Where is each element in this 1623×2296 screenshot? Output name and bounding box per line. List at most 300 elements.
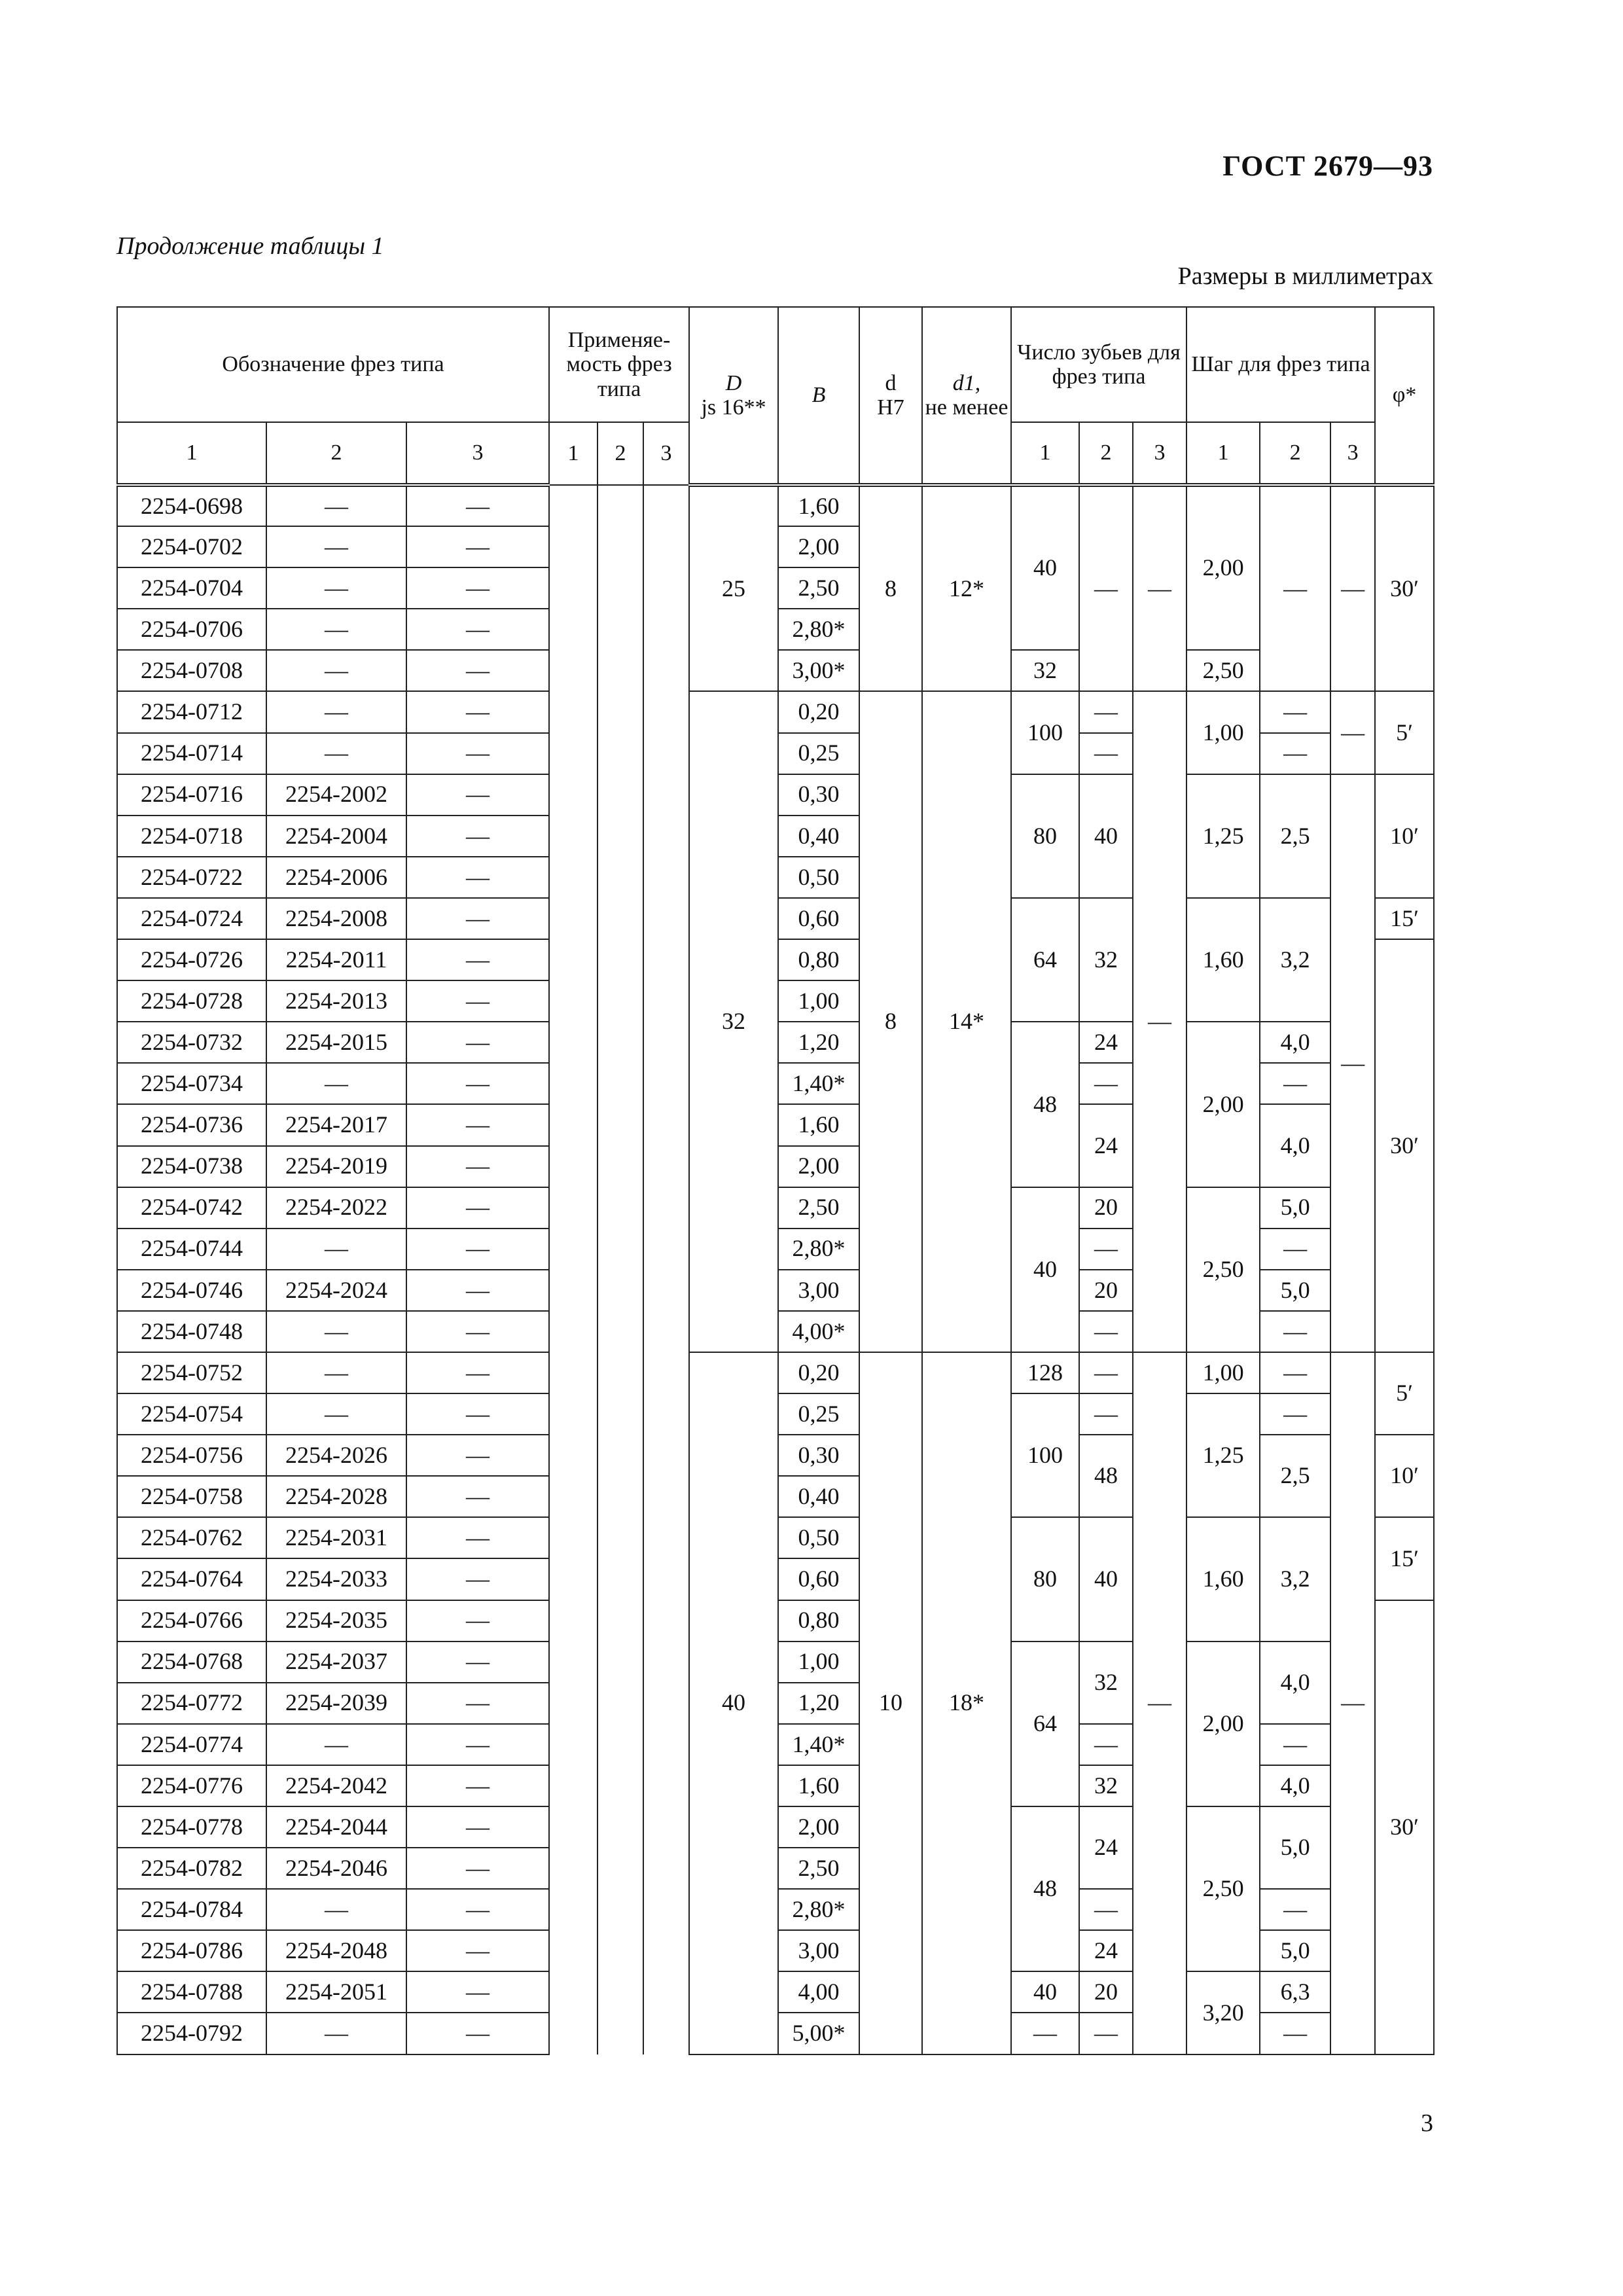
app-cell [549, 1104, 597, 1145]
designation-type-1: 2254-0708 [117, 650, 266, 691]
pitch-3-value: — [1330, 774, 1375, 1352]
app-cell [643, 1558, 689, 1600]
app-cell [597, 1600, 643, 1641]
B-value: 0,30 [778, 1435, 859, 1476]
B-value: 0,80 [778, 1600, 859, 1641]
app-cell [549, 567, 597, 609]
designation-type-1: 2254-0762 [117, 1517, 266, 1558]
app-cell [549, 1270, 597, 1311]
app-cell [643, 1393, 689, 1435]
B-value: 0,25 [778, 1393, 859, 1435]
designation-type-1: 2254-0752 [117, 1352, 266, 1393]
app-cell [643, 1517, 689, 1558]
B-value: 1,60 [778, 1765, 859, 1806]
app-cell [643, 1352, 689, 1393]
header-d [859, 307, 922, 485]
designation-type-1: 2254-0776 [117, 1765, 266, 1806]
designation-type-1: 2254-0758 [117, 1476, 266, 1517]
app-cell [549, 1600, 597, 1641]
header-pitch: Шаг для фрез типа [1186, 307, 1375, 422]
table-continuation-caption: Продолжение таблицы 1 [116, 232, 384, 260]
B-value: 0,80 [778, 939, 859, 980]
designation-type-3: — [406, 1393, 549, 1435]
teeth-1-value: 48 [1011, 1806, 1079, 1971]
teeth-3-value: — [1133, 691, 1186, 1352]
app-cell [549, 485, 597, 526]
d1-value: 14* [922, 691, 1011, 1352]
pitch-2-value: 2,5 [1260, 1435, 1330, 1517]
phi-value: 15′ [1375, 898, 1434, 939]
app-cell [597, 1270, 643, 1311]
designation-type-3: — [406, 609, 549, 650]
app-cell [549, 2013, 597, 2054]
pitch-2-value: — [1260, 1352, 1330, 1393]
designation-type-2: 2254-2028 [266, 1476, 406, 1517]
app-cell [549, 774, 597, 816]
teeth-2-value: — [1079, 1311, 1133, 1352]
app-cell [643, 1806, 689, 1848]
designation-type-1: 2254-0782 [117, 1848, 266, 1889]
table-body [117, 485, 1434, 2054]
B-value: 0,40 [778, 816, 859, 857]
app-cell [597, 1104, 643, 1145]
designation-type-3: — [406, 1600, 549, 1641]
app-cell [549, 691, 597, 732]
designation-type-2: 2254-2004 [266, 816, 406, 857]
pitch-1-value: 2,00 [1186, 485, 1260, 650]
teeth-2-value: — [1079, 691, 1133, 732]
designation-type-1: 2254-0748 [117, 1311, 266, 1352]
teeth-1-value: — [1011, 2013, 1079, 2054]
designation-type-2: — [266, 1311, 406, 1352]
B-value: 2,50 [778, 1187, 859, 1229]
app-cell [597, 1641, 643, 1683]
designation-type-3: — [406, 1270, 549, 1311]
designation-type-3: — [406, 1683, 549, 1724]
app-cell [597, 2013, 643, 2054]
B-value: 2,50 [778, 1848, 859, 1889]
app-cell [549, 1765, 597, 1806]
pitch-2-value: — [1260, 691, 1330, 732]
designation-type-3: — [406, 1558, 549, 1600]
teeth-2-value: — [1079, 2013, 1133, 2054]
pitch-2-value: 3,2 [1260, 898, 1330, 1022]
header-d-symbol: d [885, 370, 897, 395]
designation-type-1: 2254-0778 [117, 1806, 266, 1848]
designation-type-2: 2254-2002 [266, 774, 406, 816]
header-applicability: Применяе-мость фрез типа [549, 307, 689, 422]
app-cell [597, 980, 643, 1022]
pitch-2-value: 5,0 [1260, 1270, 1330, 1311]
B-value: 4,00* [778, 1311, 859, 1352]
D-value: 25 [689, 485, 778, 691]
pitch-2-value: 3,2 [1260, 1517, 1330, 1641]
designation-type-1: 2254-0724 [117, 898, 266, 939]
designation-type-2: — [266, 733, 406, 774]
app-cell [643, 1270, 689, 1311]
designation-type-1: 2254-0714 [117, 733, 266, 774]
pitch-2-value: — [1260, 485, 1330, 691]
designation-type-1: 2254-0716 [117, 774, 266, 816]
teeth-3-value: — [1133, 1352, 1186, 2054]
pitch-2-value: 5,0 [1260, 1187, 1330, 1229]
app-cell [597, 1517, 643, 1558]
designation-type-1: 2254-0774 [117, 1724, 266, 1765]
designation-type-3: — [406, 2013, 549, 2054]
B-value: 1,60 [778, 1104, 859, 1145]
designation-type-3: — [406, 774, 549, 816]
app-cell [643, 1683, 689, 1724]
designation-type-3: — [406, 939, 549, 980]
designation-type-1: 2254-0764 [117, 1558, 266, 1600]
header-type-3: 3 [406, 422, 549, 485]
app-cell [643, 650, 689, 691]
designation-type-1: 2254-0698 [117, 485, 266, 526]
header-B: B [778, 307, 859, 485]
pitch-2-value: 4,0 [1260, 1641, 1330, 1724]
designation-type-1: 2254-0702 [117, 526, 266, 567]
D-value: 40 [689, 1352, 778, 2054]
designation-type-1: 2254-0706 [117, 609, 266, 650]
header-type-1: 1 [117, 422, 266, 485]
app-cell [643, 733, 689, 774]
pitch-1-value: 1,00 [1186, 1352, 1260, 1393]
teeth-1-value: 64 [1011, 1641, 1079, 1806]
designation-type-2: — [266, 1724, 406, 1765]
teeth-1-value: 100 [1011, 691, 1079, 774]
phi-value: 5′ [1375, 1352, 1434, 1435]
designation-type-1: 2254-0784 [117, 1889, 266, 1930]
designation-type-1: 2254-0788 [117, 1971, 266, 2013]
app-cell [549, 609, 597, 650]
app-cell [549, 1393, 597, 1435]
B-value: 3,00* [778, 650, 859, 691]
app-cell [643, 1930, 689, 1971]
teeth-1-value: 80 [1011, 1517, 1079, 1641]
teeth-2-value: — [1079, 1393, 1133, 1435]
header-teeth-1: 1 [1011, 422, 1079, 485]
d-value: 8 [859, 485, 922, 691]
app-cell [643, 816, 689, 857]
teeth-2-value: 40 [1079, 1517, 1133, 1641]
B-value: 1,20 [778, 1022, 859, 1063]
designation-type-3: — [406, 1063, 549, 1104]
designation-type-1: 2254-0704 [117, 567, 266, 609]
B-value: 2,50 [778, 567, 859, 609]
designation-type-2: 2254-2019 [266, 1146, 406, 1187]
app-cell [597, 1848, 643, 1889]
teeth-1-value: 40 [1011, 485, 1079, 650]
designation-type-3: — [406, 567, 549, 609]
pitch-1-value: 2,50 [1186, 650, 1260, 691]
phi-value: 30′ [1375, 939, 1434, 1352]
pitch-2-value: — [1260, 1889, 1330, 1930]
app-cell [549, 650, 597, 691]
app-cell [597, 1022, 643, 1063]
app-cell [643, 1187, 689, 1229]
app-cell [643, 939, 689, 980]
teeth-2-value: — [1079, 733, 1133, 774]
d-value: 10 [859, 1352, 922, 2054]
header-d-tolerance: H7 [877, 395, 904, 420]
designation-type-2: 2254-2035 [266, 1600, 406, 1641]
app-cell [597, 1889, 643, 1930]
designation-type-3: — [406, 1229, 549, 1270]
teeth-1-value: 100 [1011, 1393, 1079, 1517]
designation-type-1: 2254-0746 [117, 1270, 266, 1311]
app-cell [597, 857, 643, 898]
app-cell [549, 733, 597, 774]
designation-type-1: 2254-0742 [117, 1187, 266, 1229]
B-value: 2,80* [778, 1889, 859, 1930]
app-cell [643, 1476, 689, 1517]
B-value: 3,00 [778, 1930, 859, 1971]
teeth-2-value: 24 [1079, 1022, 1133, 1063]
designation-type-2: — [266, 1352, 406, 1393]
standard-number: ГОСТ 2679—93 [1222, 150, 1433, 182]
designation-type-2: 2254-2037 [266, 1641, 406, 1683]
phi-value: 30′ [1375, 1600, 1434, 2054]
teeth-1-value: 32 [1011, 650, 1079, 691]
header-app-1: 1 [549, 422, 597, 485]
designation-type-2: 2254-2022 [266, 1187, 406, 1229]
app-cell [597, 526, 643, 567]
app-cell [549, 1022, 597, 1063]
pitch-3-value: — [1330, 485, 1375, 691]
app-cell [643, 898, 689, 939]
designation-type-2: 2254-2044 [266, 1806, 406, 1848]
app-cell [597, 1187, 643, 1229]
teeth-2-value: — [1079, 1229, 1133, 1270]
app-cell [549, 1146, 597, 1187]
designation-type-1: 2254-0772 [117, 1683, 266, 1724]
designation-type-3: — [406, 650, 549, 691]
designation-type-2: — [266, 1229, 406, 1270]
d-value: 8 [859, 691, 922, 1352]
app-cell [597, 609, 643, 650]
B-value: 0,40 [778, 1476, 859, 1517]
d1-value: 12* [922, 485, 1011, 691]
app-cell [597, 1558, 643, 1600]
designation-type-2: 2254-2011 [266, 939, 406, 980]
pitch-3-value: — [1330, 691, 1375, 774]
app-cell [643, 1435, 689, 1476]
app-cell [549, 1187, 597, 1229]
pitch-2-value: 6,3 [1260, 1971, 1330, 2013]
app-cell [597, 774, 643, 816]
app-cell [597, 1683, 643, 1724]
teeth-2-value: 40 [1079, 774, 1133, 898]
designation-type-3: — [406, 1971, 549, 2013]
designation-type-3: — [406, 1724, 549, 1765]
designation-type-3: — [406, 1806, 549, 1848]
designation-type-1: 2254-0726 [117, 939, 266, 980]
app-cell [643, 691, 689, 732]
app-cell [643, 980, 689, 1022]
app-cell [549, 980, 597, 1022]
designation-type-3: — [406, 1641, 549, 1683]
app-cell [597, 650, 643, 691]
B-value: 0,20 [778, 691, 859, 732]
app-cell [549, 1352, 597, 1393]
teeth-2-value: — [1079, 1063, 1133, 1104]
pitch-1-value: 1,25 [1186, 774, 1260, 898]
designation-type-2: 2254-2031 [266, 1517, 406, 1558]
app-cell [597, 1229, 643, 1270]
designation-type-3: — [406, 1435, 549, 1476]
header-designation: Обозначение фрез типа [117, 307, 549, 422]
designation-type-2: — [266, 567, 406, 609]
header-D-tolerance: js 16** [701, 395, 766, 420]
designation-type-2: 2254-2033 [266, 1558, 406, 1600]
app-cell [549, 1971, 597, 2013]
designation-type-2: — [266, 526, 406, 567]
pitch-1-value: 2,50 [1186, 1187, 1260, 1352]
designation-type-2: 2254-2048 [266, 1930, 406, 1971]
page-number: 3 [1421, 2109, 1433, 2137]
B-value: 0,25 [778, 733, 859, 774]
designation-type-2: 2254-2017 [266, 1104, 406, 1145]
app-cell [549, 1806, 597, 1848]
pitch-2-value: — [1260, 1229, 1330, 1270]
teeth-2-value: 20 [1079, 1270, 1133, 1311]
B-value: 0,30 [778, 774, 859, 816]
designation-type-3: — [406, 1476, 549, 1517]
designation-type-3: — [406, 485, 549, 526]
designation-type-2: — [266, 1063, 406, 1104]
pitch-1-value: 2,00 [1186, 1641, 1260, 1806]
app-cell [643, 1848, 689, 1889]
designation-type-2: 2254-2026 [266, 1435, 406, 1476]
designation-type-3: — [406, 980, 549, 1022]
app-cell [597, 1435, 643, 1476]
designation-type-3: — [406, 857, 549, 898]
app-cell [643, 1724, 689, 1765]
B-value: 1,00 [778, 980, 859, 1022]
B-value: 0,60 [778, 1558, 859, 1600]
designation-type-2: 2254-2024 [266, 1270, 406, 1311]
designation-type-3: — [406, 691, 549, 732]
app-cell [549, 1311, 597, 1352]
teeth-2-value: — [1079, 485, 1133, 691]
B-value: 2,80* [778, 609, 859, 650]
designation-type-2: 2254-2015 [266, 1022, 406, 1063]
pitch-2-value: 5,0 [1260, 1930, 1330, 1971]
designation-type-3: — [406, 1311, 549, 1352]
designation-type-3: — [406, 526, 549, 567]
pitch-1-value: 3,20 [1186, 1971, 1260, 2054]
app-cell [597, 1393, 643, 1435]
B-value: 4,00 [778, 1971, 859, 2013]
app-cell [597, 898, 643, 939]
designation-type-3: — [406, 816, 549, 857]
B-value: 1,40* [778, 1063, 859, 1104]
table-row [117, 485, 1434, 526]
teeth-2-value: 32 [1079, 898, 1133, 1022]
pitch-1-value: 1,60 [1186, 1517, 1260, 1641]
app-cell [643, 857, 689, 898]
B-value: 5,00* [778, 2013, 859, 2054]
pitch-2-value: 5,0 [1260, 1806, 1330, 1889]
header-pitch-3: 3 [1330, 422, 1375, 485]
pitch-2-value: 2,5 [1260, 774, 1330, 898]
pitch-1-value: 1,25 [1186, 1393, 1260, 1517]
app-cell [549, 1063, 597, 1104]
designation-type-2: — [266, 1889, 406, 1930]
app-cell [549, 1435, 597, 1476]
header-D-symbol: D [725, 370, 742, 395]
app-cell [643, 526, 689, 567]
header-app-3: 3 [643, 422, 689, 485]
phi-value: 30′ [1375, 485, 1434, 691]
teeth-2-value: 20 [1079, 1971, 1133, 2013]
designation-type-2: 2254-2042 [266, 1765, 406, 1806]
designation-type-1: 2254-0734 [117, 1063, 266, 1104]
designation-type-1: 2254-0718 [117, 816, 266, 857]
pitch-2-value: — [1260, 1393, 1330, 1435]
app-cell [549, 1558, 597, 1600]
app-cell [597, 485, 643, 526]
pitch-2-value: — [1260, 733, 1330, 774]
designation-type-3: — [406, 1517, 549, 1558]
app-cell [597, 939, 643, 980]
app-cell [643, 1889, 689, 1930]
designation-type-2: 2254-2039 [266, 1683, 406, 1724]
teeth-1-value: 40 [1011, 1187, 1079, 1352]
app-cell [549, 1683, 597, 1724]
designation-type-2: — [266, 1393, 406, 1435]
B-value: 2,00 [778, 1146, 859, 1187]
app-cell [597, 567, 643, 609]
app-cell [643, 1600, 689, 1641]
d1-value: 18* [922, 1352, 1011, 2054]
teeth-2-value: — [1079, 1889, 1133, 1930]
designation-type-2: 2254-2046 [266, 1848, 406, 1889]
B-value: 1,00 [778, 1641, 859, 1683]
designation-type-3: — [406, 898, 549, 939]
app-cell [549, 1848, 597, 1889]
designation-type-2: — [266, 485, 406, 526]
designation-type-1: 2254-0744 [117, 1229, 266, 1270]
app-cell [597, 1476, 643, 1517]
pitch-2-value: 4,0 [1260, 1104, 1330, 1187]
app-cell [597, 691, 643, 732]
header-pitch-2: 2 [1260, 422, 1330, 485]
app-cell [549, 1889, 597, 1930]
designation-type-1: 2254-0728 [117, 980, 266, 1022]
app-cell [643, 1229, 689, 1270]
app-cell [597, 733, 643, 774]
designation-type-1: 2254-0768 [117, 1641, 266, 1683]
app-cell [643, 1104, 689, 1145]
pitch-1-value: 2,50 [1186, 1806, 1260, 1971]
app-cell [643, 774, 689, 816]
teeth-3-value: — [1133, 485, 1186, 691]
teeth-2-value: 24 [1079, 1806, 1133, 1889]
teeth-1-value: 128 [1011, 1352, 1079, 1393]
B-value: 0,60 [778, 898, 859, 939]
app-cell [597, 1724, 643, 1765]
app-cell [549, 816, 597, 857]
designation-type-3: — [406, 1146, 549, 1187]
teeth-2-value: 20 [1079, 1187, 1133, 1229]
header-teeth-2: 2 [1079, 422, 1133, 485]
designation-type-1: 2254-0712 [117, 691, 266, 732]
units-note: Размеры в миллиметрах [1177, 262, 1433, 290]
designation-type-2: 2254-2008 [266, 898, 406, 939]
pitch-1-value: 2,00 [1186, 1022, 1260, 1187]
B-value: 1,40* [778, 1724, 859, 1765]
